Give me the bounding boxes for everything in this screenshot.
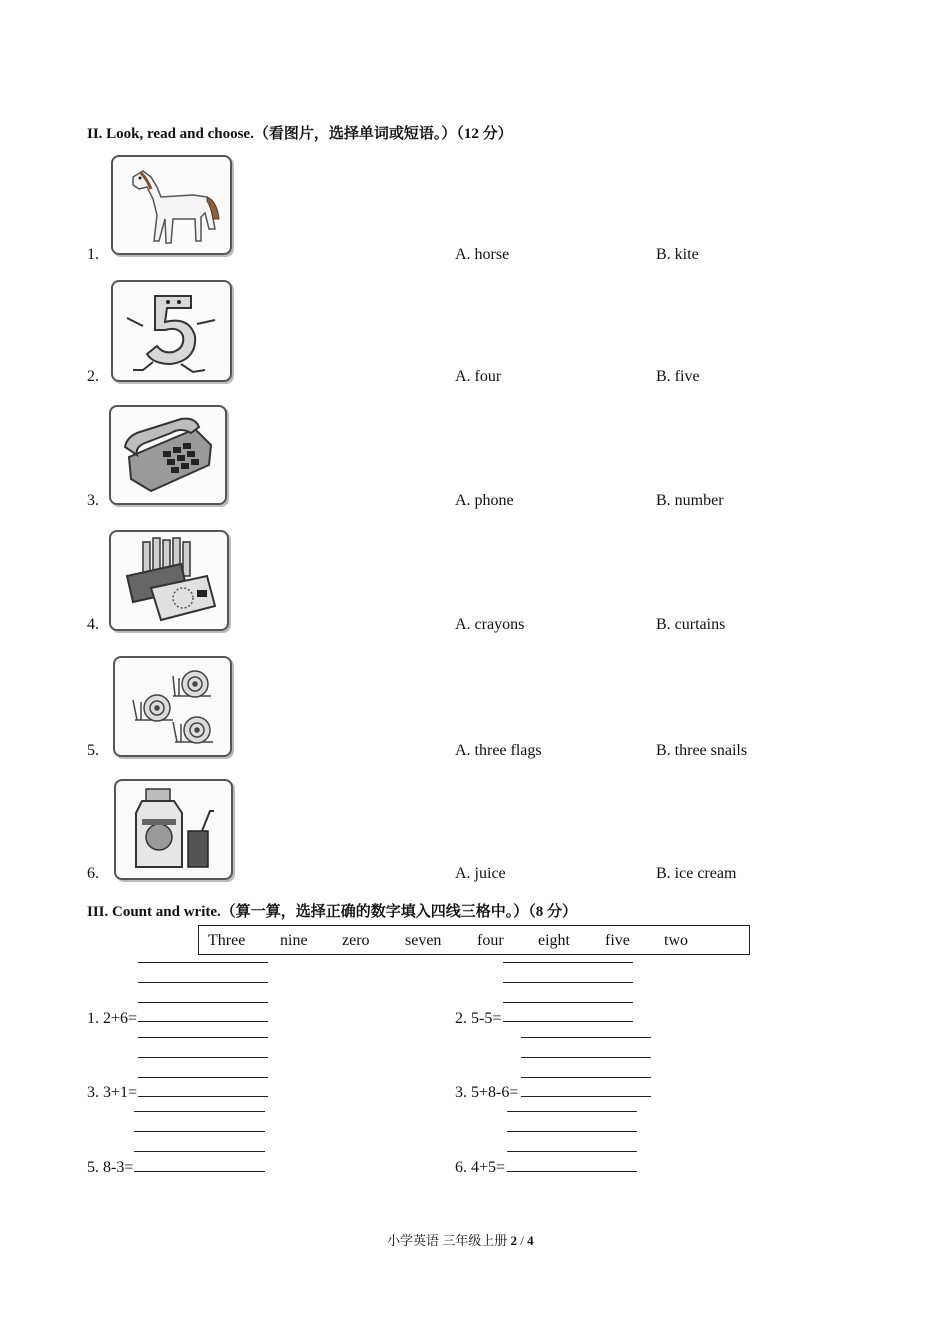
question-label: 2. 5-5=: [455, 1010, 502, 1027]
grid-line: [134, 1111, 265, 1112]
grid-line: [521, 1096, 651, 1097]
page-footer: [387, 1230, 534, 1249]
question-label: 3. 3+1=: [87, 1084, 138, 1101]
question-label: 3. 5+8-6=: [455, 1084, 519, 1101]
item-number: 2.: [87, 368, 99, 385]
question-label: 5. 8-3=: [87, 1159, 134, 1176]
item-number: 5.: [87, 742, 99, 759]
item-number: 3.: [87, 492, 99, 509]
grid-line: [503, 962, 633, 963]
grid-line: [134, 1151, 265, 1152]
crayons-icon: [109, 530, 229, 631]
phone-icon: [109, 405, 227, 505]
grid-line: [138, 1057, 268, 1058]
juice-icon: [114, 779, 233, 880]
item-number: 1.: [87, 246, 99, 263]
option-a[interactable]: A. three flags: [455, 742, 542, 759]
word-bank-item: eight: [538, 932, 570, 949]
item-number: 6.: [87, 865, 99, 882]
grid-line: [521, 1077, 651, 1078]
word-bank-item: zero: [342, 932, 370, 949]
option-b[interactable]: B. kite: [656, 246, 699, 263]
grid-line: [138, 1002, 268, 1003]
option-a[interactable]: A. phone: [455, 492, 514, 509]
grid-line: [138, 1021, 268, 1022]
grid-line: [507, 1131, 637, 1132]
footer-grade: 三年级上册: [442, 1233, 508, 1248]
grid-line: [138, 1037, 268, 1038]
snails-icon: [113, 656, 232, 757]
grid-line: [507, 1171, 637, 1172]
grid-line: [134, 1171, 265, 1172]
word-bank-item: Three: [208, 932, 246, 949]
grid-line: [138, 1077, 268, 1078]
grid-line: [521, 1037, 651, 1038]
grid-line: [503, 982, 633, 983]
grid-line: [521, 1057, 651, 1058]
word-bank-item: five: [605, 932, 630, 949]
item-number: 4.: [87, 616, 99, 633]
number-five-icon: [111, 280, 232, 382]
grid-line: [503, 1002, 633, 1003]
option-a[interactable]: A. four: [455, 368, 502, 385]
option-a[interactable]: A. crayons: [455, 616, 525, 633]
grid-line: [138, 962, 268, 963]
question-label: 6. 4+5=: [455, 1159, 506, 1176]
option-b[interactable]: B. number: [656, 492, 724, 509]
option-b[interactable]: B. ice cream: [656, 865, 737, 882]
section-3-heading: III. Count and write.（算一算，选择正确的数字填入四线三格中。）（8 分）: [87, 904, 578, 920]
option-b[interactable]: B. curtains: [656, 616, 726, 633]
grid-line: [507, 1111, 637, 1112]
word-bank-item: nine: [280, 932, 308, 949]
option-a[interactable]: A. horse: [455, 246, 510, 263]
grid-line: [138, 982, 268, 983]
option-b[interactable]: B. five: [656, 368, 700, 385]
horse-icon: [111, 155, 232, 255]
grid-line: [138, 1096, 268, 1097]
grid-line: [507, 1151, 637, 1152]
footer-separator: /: [520, 1233, 524, 1248]
footer-page-total: 4: [527, 1233, 534, 1248]
word-bank-item: two: [664, 932, 688, 949]
question-label: 1. 2+6=: [87, 1010, 138, 1027]
footer-page-number: 2: [510, 1233, 518, 1248]
option-a[interactable]: A. juice: [455, 865, 506, 882]
option-b[interactable]: B. three snails: [656, 742, 748, 759]
section-2-heading: II. Look, read and choose.（看图片，选择单词或短语。）（12 分）: [87, 126, 513, 142]
footer-subject: 小学英语: [387, 1233, 440, 1248]
grid-line: [134, 1131, 265, 1132]
word-bank: [198, 925, 750, 955]
grid-line: [503, 1021, 633, 1022]
word-bank-item: seven: [405, 932, 442, 949]
word-bank-item: four: [477, 932, 504, 949]
